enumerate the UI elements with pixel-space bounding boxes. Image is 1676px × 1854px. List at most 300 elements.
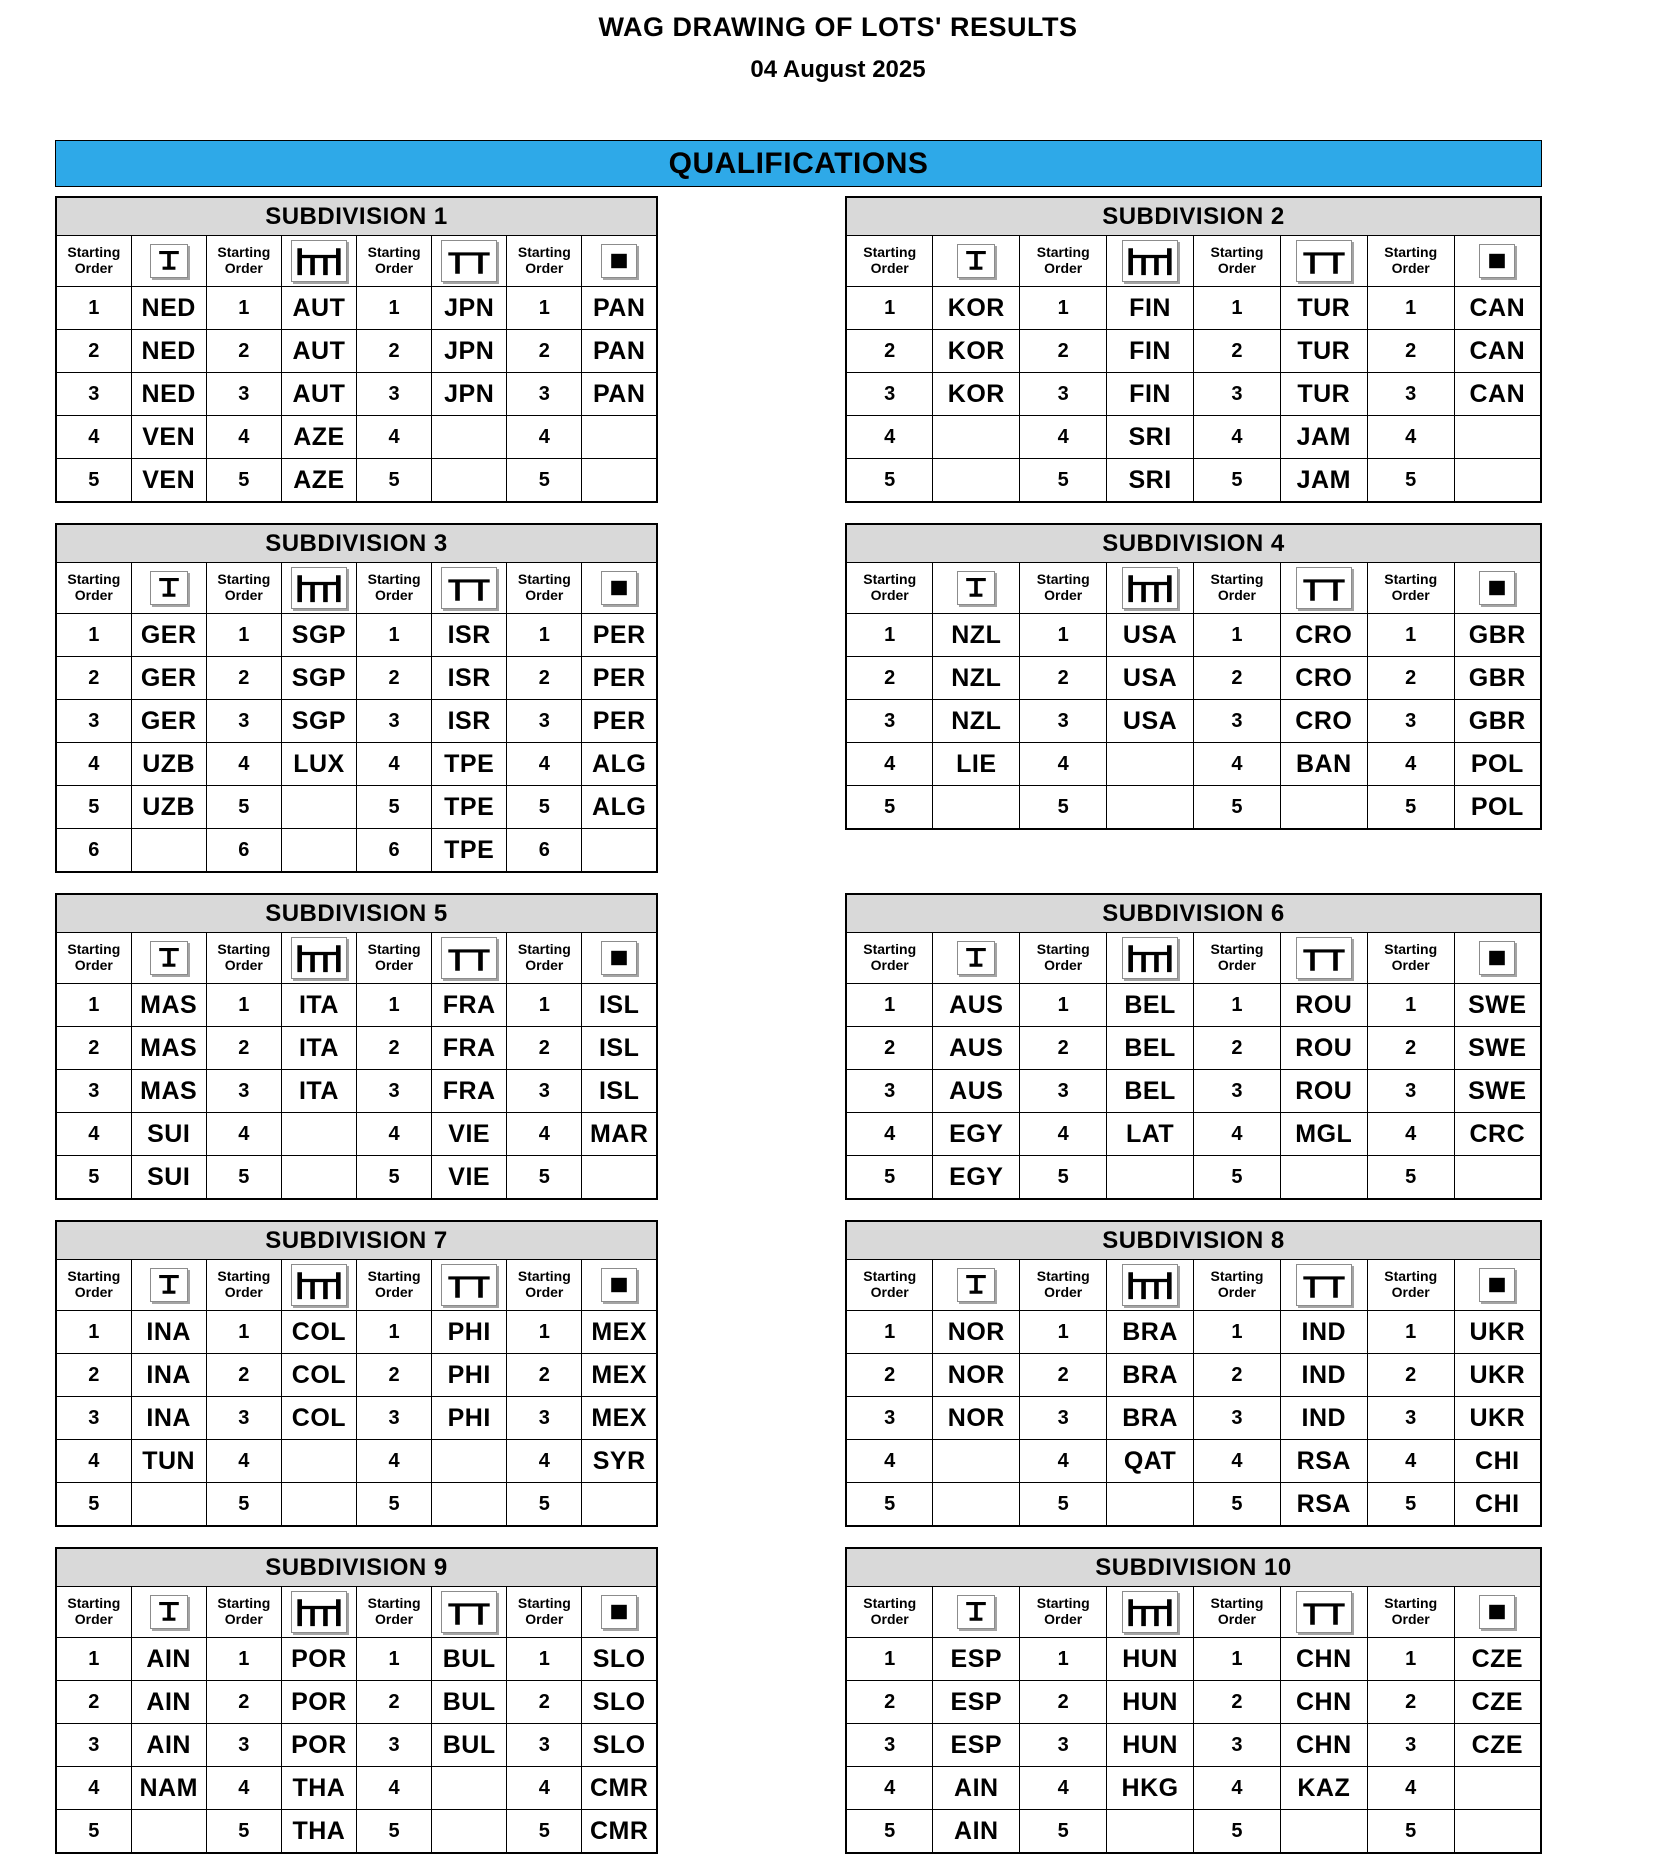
- noc-cell: AZE: [281, 416, 356, 459]
- order-cell: 3: [846, 1070, 933, 1113]
- noc-cell: FIN: [1107, 330, 1194, 373]
- order-cell: 4: [1020, 1113, 1107, 1156]
- order-cell: 1: [56, 984, 131, 1027]
- table-row: [56, 786, 657, 829]
- table-row: [56, 1681, 657, 1724]
- balance-beam-icon: [1296, 1264, 1352, 1306]
- noc-cell: MGL: [1280, 1113, 1367, 1156]
- order-cell: 4: [206, 1767, 281, 1810]
- uneven-bars-column-header: [281, 236, 356, 287]
- noc-cell: MAS: [131, 1027, 206, 1070]
- noc-cell: USA: [1107, 700, 1194, 743]
- order-cell: 4: [1367, 1767, 1454, 1810]
- noc-cell: CZE: [1454, 1681, 1541, 1724]
- noc-cell: ROU: [1280, 1070, 1367, 1113]
- noc-cell: GER: [131, 614, 206, 657]
- noc-cell: CHN: [1280, 1724, 1367, 1767]
- order-cell: 2: [206, 1681, 281, 1724]
- floor-icon: [1479, 941, 1515, 975]
- noc-cell: KOR: [933, 330, 1020, 373]
- order-cell: 4: [1020, 1767, 1107, 1810]
- noc-cell: [1454, 1767, 1541, 1810]
- noc-cell: [432, 416, 507, 459]
- order-cell: 2: [846, 1681, 933, 1724]
- noc-cell: AUT: [281, 330, 356, 373]
- noc-cell: NOR: [933, 1311, 1020, 1354]
- order-cell: 5: [507, 1156, 582, 1200]
- noc-cell: JAM: [1280, 416, 1367, 459]
- subdivision-title: SUBDIVISION 4: [846, 524, 1541, 563]
- table-row: [56, 373, 657, 416]
- order-cell: 5: [357, 1810, 432, 1854]
- table-row: [846, 1156, 1541, 1200]
- starting-order-header: Starting Order: [1020, 1587, 1107, 1638]
- order-cell: 5: [1194, 1156, 1281, 1200]
- starting-order-header: Starting Order: [206, 1260, 281, 1311]
- order-cell: 2: [507, 657, 582, 700]
- noc-cell: MEX: [582, 1397, 657, 1440]
- order-cell: 2: [1194, 657, 1281, 700]
- order-cell: 5: [206, 1483, 281, 1527]
- noc-cell: ISR: [432, 657, 507, 700]
- order-cell: 3: [1367, 700, 1454, 743]
- balance-beam-icon: [1296, 1591, 1352, 1633]
- noc-cell: POR: [281, 1724, 356, 1767]
- table-row: [56, 1767, 657, 1810]
- order-cell: 5: [1020, 1156, 1107, 1200]
- noc-cell: COL: [281, 1354, 356, 1397]
- order-cell: 3: [1194, 1724, 1281, 1767]
- order-cell: 3: [507, 1070, 582, 1113]
- order-cell: 3: [1367, 1724, 1454, 1767]
- order-cell: 5: [56, 1483, 131, 1527]
- order-cell: 4: [507, 416, 582, 459]
- noc-cell: [1107, 1810, 1194, 1854]
- noc-cell: [432, 1767, 507, 1810]
- table-row: [846, 984, 1541, 1027]
- document-title: WAG DRAWING OF LOTS' RESULTS: [598, 12, 1078, 42]
- order-cell: 3: [507, 700, 582, 743]
- order-cell: 2: [357, 1681, 432, 1724]
- order-cell: 5: [206, 1810, 281, 1854]
- floor-icon: [1479, 571, 1515, 605]
- order-cell: 1: [357, 1638, 432, 1681]
- order-cell: 4: [357, 1767, 432, 1810]
- vault-icon: [957, 571, 995, 605]
- table-row: [56, 1113, 657, 1156]
- floor-icon: [1479, 1595, 1515, 1629]
- noc-cell: CRO: [1280, 614, 1367, 657]
- floor-column-header: [1454, 236, 1541, 287]
- order-cell: 4: [846, 1113, 933, 1156]
- order-cell: 5: [507, 1810, 582, 1854]
- order-cell: 3: [1194, 1070, 1281, 1113]
- noc-cell: [1107, 743, 1194, 786]
- order-cell: 4: [1367, 743, 1454, 786]
- uneven-bars-column-header: [281, 1587, 356, 1638]
- subdivision-table: [55, 1220, 658, 1527]
- order-cell: 5: [56, 1810, 131, 1854]
- order-cell: 1: [1194, 1311, 1281, 1354]
- table-row: [56, 1311, 657, 1354]
- subdivision-table: [845, 1547, 1542, 1854]
- noc-cell: [1107, 786, 1194, 830]
- order-cell: 4: [357, 1440, 432, 1483]
- vault-icon: [957, 941, 995, 975]
- table-row: [846, 1311, 1541, 1354]
- noc-cell: PER: [582, 700, 657, 743]
- noc-cell: AUS: [933, 984, 1020, 1027]
- noc-cell: CRO: [1280, 700, 1367, 743]
- order-cell: 4: [357, 416, 432, 459]
- table-row: [56, 700, 657, 743]
- order-cell: 1: [206, 287, 281, 330]
- order-cell: 5: [357, 459, 432, 503]
- noc-cell: UZB: [131, 786, 206, 829]
- order-cell: 1: [206, 1311, 281, 1354]
- noc-cell: ALG: [582, 743, 657, 786]
- order-cell: 1: [56, 287, 131, 330]
- order-cell: 5: [1020, 786, 1107, 830]
- noc-cell: ESP: [933, 1638, 1020, 1681]
- noc-cell: UKR: [1454, 1397, 1541, 1440]
- order-cell: 5: [56, 459, 131, 503]
- order-cell: 1: [357, 1311, 432, 1354]
- order-cell: 5: [507, 459, 582, 503]
- order-cell: 4: [1020, 743, 1107, 786]
- floor-column-header: [582, 933, 657, 984]
- noc-cell: [432, 1810, 507, 1854]
- order-cell: 4: [206, 416, 281, 459]
- order-cell: 5: [507, 786, 582, 829]
- noc-cell: BAN: [1280, 743, 1367, 786]
- order-cell: 2: [846, 330, 933, 373]
- starting-order-header: Starting Order: [56, 563, 131, 614]
- noc-cell: PHI: [432, 1311, 507, 1354]
- order-cell: 5: [56, 1156, 131, 1200]
- starting-order-header: Starting Order: [846, 236, 933, 287]
- noc-cell: TUN: [131, 1440, 206, 1483]
- order-cell: 2: [507, 330, 582, 373]
- order-cell: 3: [507, 1724, 582, 1767]
- order-cell: 3: [846, 373, 933, 416]
- order-cell: 2: [1194, 1681, 1281, 1724]
- order-cell: 1: [206, 984, 281, 1027]
- order-cell: 1: [1020, 614, 1107, 657]
- vault-icon: [150, 571, 188, 605]
- noc-cell: MEX: [582, 1354, 657, 1397]
- noc-cell: ROU: [1280, 984, 1367, 1027]
- noc-cell: BUL: [432, 1724, 507, 1767]
- noc-cell: [933, 459, 1020, 503]
- order-cell: 3: [357, 373, 432, 416]
- order-cell: 2: [846, 657, 933, 700]
- noc-cell: COL: [281, 1311, 356, 1354]
- noc-cell: GBR: [1454, 614, 1541, 657]
- order-cell: 3: [206, 1397, 281, 1440]
- balance-beam-icon: [441, 567, 497, 609]
- uneven-bars-column-header: [281, 933, 356, 984]
- order-cell: 5: [357, 786, 432, 829]
- balance-beam-column-header: [1280, 1260, 1367, 1311]
- noc-cell: LIE: [933, 743, 1020, 786]
- order-cell: 2: [1020, 657, 1107, 700]
- noc-cell: ESP: [933, 1681, 1020, 1724]
- order-cell: 5: [1194, 786, 1281, 830]
- order-cell: 3: [56, 1397, 131, 1440]
- order-cell: 1: [357, 984, 432, 1027]
- order-cell: 4: [357, 1113, 432, 1156]
- vault-icon: [150, 941, 188, 975]
- order-cell: 4: [1020, 1440, 1107, 1483]
- noc-cell: VIE: [432, 1113, 507, 1156]
- order-cell: 4: [1367, 416, 1454, 459]
- subdivision-title: SUBDIVISION 7: [56, 1221, 657, 1260]
- balance-beam-icon: [441, 240, 497, 282]
- order-cell: 2: [357, 657, 432, 700]
- order-cell: 2: [1367, 1027, 1454, 1070]
- noc-cell: [432, 459, 507, 503]
- vault-column-header: [933, 933, 1020, 984]
- noc-cell: AUS: [933, 1027, 1020, 1070]
- vault-icon: [957, 244, 995, 278]
- noc-cell: THA: [281, 1767, 356, 1810]
- order-cell: 1: [56, 1311, 131, 1354]
- order-cell: 1: [1020, 287, 1107, 330]
- noc-cell: CHN: [1280, 1681, 1367, 1724]
- order-cell: 3: [846, 1397, 933, 1440]
- order-cell: 1: [1020, 984, 1107, 1027]
- noc-cell: QAT: [1107, 1440, 1194, 1483]
- order-cell: 2: [507, 1681, 582, 1724]
- starting-order-header: Starting Order: [1367, 933, 1454, 984]
- noc-cell: AIN: [933, 1767, 1020, 1810]
- starting-order-header: Starting Order: [357, 1587, 432, 1638]
- order-cell: 3: [56, 1724, 131, 1767]
- table-row: [846, 1638, 1541, 1681]
- starting-order-header: Starting Order: [507, 1587, 582, 1638]
- order-cell: 2: [1194, 330, 1281, 373]
- noc-cell: RSA: [1280, 1483, 1367, 1527]
- order-cell: 6: [206, 829, 281, 873]
- order-cell: 2: [1020, 1027, 1107, 1070]
- noc-cell: [1454, 1156, 1541, 1200]
- starting-order-header: Starting Order: [1194, 1260, 1281, 1311]
- noc-cell: NZL: [933, 700, 1020, 743]
- noc-cell: SRI: [1107, 416, 1194, 459]
- noc-cell: AUT: [281, 373, 356, 416]
- noc-cell: CHI: [1454, 1440, 1541, 1483]
- noc-cell: [582, 459, 657, 503]
- balance-beam-icon: [441, 937, 497, 979]
- noc-cell: AIN: [131, 1681, 206, 1724]
- order-cell: 5: [846, 459, 933, 503]
- table-row: [846, 1767, 1541, 1810]
- noc-cell: [432, 1440, 507, 1483]
- order-cell: 4: [846, 1767, 933, 1810]
- order-cell: 4: [206, 1440, 281, 1483]
- noc-cell: [582, 1156, 657, 1200]
- noc-cell: SLO: [582, 1681, 657, 1724]
- order-cell: 3: [357, 700, 432, 743]
- uneven-bars-column-header: [1107, 1587, 1194, 1638]
- table-row: [846, 1440, 1541, 1483]
- noc-cell: NED: [131, 287, 206, 330]
- order-cell: 3: [1367, 1070, 1454, 1113]
- order-cell: 3: [56, 1070, 131, 1113]
- noc-cell: UKR: [1454, 1311, 1541, 1354]
- floor-column-header: [582, 236, 657, 287]
- starting-order-header: Starting Order: [357, 1260, 432, 1311]
- balance-beam-column-header: [1280, 563, 1367, 614]
- order-cell: 3: [1020, 700, 1107, 743]
- table-row: [846, 1810, 1541, 1854]
- order-cell: 3: [846, 700, 933, 743]
- noc-cell: EGY: [933, 1113, 1020, 1156]
- order-cell: 4: [56, 1767, 131, 1810]
- noc-cell: INA: [131, 1397, 206, 1440]
- subdivision-title: SUBDIVISION 6: [846, 894, 1541, 933]
- starting-order-header: Starting Order: [206, 1587, 281, 1638]
- table-row: [846, 1354, 1541, 1397]
- noc-cell: PAN: [582, 287, 657, 330]
- order-cell: 5: [1367, 1483, 1454, 1527]
- vault-icon: [150, 1268, 188, 1302]
- uneven-bars-column-header: [1107, 1260, 1194, 1311]
- noc-cell: FRA: [432, 1070, 507, 1113]
- order-cell: 4: [1194, 1113, 1281, 1156]
- order-cell: 4: [846, 416, 933, 459]
- noc-cell: BUL: [432, 1681, 507, 1724]
- noc-cell: ALG: [582, 786, 657, 829]
- noc-cell: THA: [281, 1810, 356, 1854]
- noc-cell: [1280, 1156, 1367, 1200]
- noc-cell: COL: [281, 1397, 356, 1440]
- noc-cell: [281, 1440, 356, 1483]
- noc-cell: BRA: [1107, 1311, 1194, 1354]
- order-cell: 4: [56, 1113, 131, 1156]
- order-cell: 2: [357, 330, 432, 373]
- noc-cell: LAT: [1107, 1113, 1194, 1156]
- order-cell: 1: [507, 1638, 582, 1681]
- noc-cell: [1107, 1483, 1194, 1527]
- order-cell: 2: [357, 1027, 432, 1070]
- uneven-bars-column-header: [1107, 933, 1194, 984]
- starting-order-header: Starting Order: [846, 1260, 933, 1311]
- noc-cell: GER: [131, 657, 206, 700]
- noc-cell: ITA: [281, 1027, 356, 1070]
- noc-cell: NZL: [933, 657, 1020, 700]
- subdivision-title: SUBDIVISION 2: [846, 197, 1541, 236]
- order-cell: 4: [357, 743, 432, 786]
- noc-cell: CAN: [1454, 373, 1541, 416]
- noc-cell: HUN: [1107, 1724, 1194, 1767]
- order-cell: 5: [846, 786, 933, 830]
- subdivision-table: [845, 196, 1542, 503]
- table-row: [56, 330, 657, 373]
- table-row: [846, 1724, 1541, 1767]
- noc-cell: PAN: [582, 373, 657, 416]
- table-row: [56, 743, 657, 786]
- order-cell: 1: [846, 1311, 933, 1354]
- noc-cell: SGP: [281, 700, 356, 743]
- order-cell: 3: [846, 1724, 933, 1767]
- order-cell: 5: [846, 1483, 933, 1527]
- noc-cell: POL: [1454, 786, 1541, 830]
- noc-cell: AIN: [131, 1638, 206, 1681]
- noc-cell: AUT: [281, 287, 356, 330]
- order-cell: 3: [1020, 1070, 1107, 1113]
- order-cell: 2: [56, 657, 131, 700]
- order-cell: 5: [1367, 786, 1454, 830]
- order-cell: 1: [1020, 1638, 1107, 1681]
- starting-order-header: Starting Order: [507, 236, 582, 287]
- starting-order-header: Starting Order: [357, 236, 432, 287]
- order-cell: 4: [507, 743, 582, 786]
- order-cell: 2: [846, 1354, 933, 1397]
- starting-order-header: Starting Order: [206, 933, 281, 984]
- noc-cell: [281, 829, 356, 873]
- noc-cell: POR: [281, 1681, 356, 1724]
- table-row: [56, 1156, 657, 1200]
- noc-cell: [131, 1810, 206, 1854]
- order-cell: 1: [1367, 1311, 1454, 1354]
- order-cell: 6: [357, 829, 432, 873]
- subdivision-table: [55, 196, 658, 503]
- noc-cell: CMR: [582, 1810, 657, 1854]
- noc-cell: UZB: [131, 743, 206, 786]
- order-cell: 5: [1020, 1810, 1107, 1854]
- order-cell: 6: [507, 829, 582, 873]
- floor-column-header: [582, 1587, 657, 1638]
- order-cell: 5: [507, 1483, 582, 1527]
- noc-cell: USA: [1107, 657, 1194, 700]
- table-row: [846, 743, 1541, 786]
- noc-cell: TUR: [1280, 330, 1367, 373]
- order-cell: 2: [1020, 1681, 1107, 1724]
- uneven-bars-icon: [291, 1591, 347, 1633]
- order-cell: 3: [1194, 700, 1281, 743]
- order-cell: 5: [1367, 1810, 1454, 1854]
- order-cell: 1: [206, 1638, 281, 1681]
- order-cell: 5: [206, 1156, 281, 1200]
- starting-order-header: Starting Order: [1020, 563, 1107, 614]
- order-cell: 1: [846, 614, 933, 657]
- noc-cell: CMR: [582, 1767, 657, 1810]
- order-cell: 5: [1020, 459, 1107, 503]
- noc-cell: CHI: [1454, 1483, 1541, 1527]
- floor-icon: [601, 571, 637, 605]
- order-cell: 5: [357, 1483, 432, 1527]
- noc-cell: [1454, 459, 1541, 503]
- noc-cell: GBR: [1454, 657, 1541, 700]
- table-row: [846, 1483, 1541, 1527]
- noc-cell: PHI: [432, 1354, 507, 1397]
- table-row: [56, 1070, 657, 1113]
- noc-cell: [1280, 786, 1367, 830]
- uneven-bars-icon: [291, 1264, 347, 1306]
- vault-column-header: [131, 933, 206, 984]
- order-cell: 1: [846, 1638, 933, 1681]
- noc-cell: [281, 1483, 356, 1527]
- vault-column-header: [131, 1587, 206, 1638]
- noc-cell: [582, 1483, 657, 1527]
- balance-beam-column-header: [1280, 933, 1367, 984]
- noc-cell: FRA: [432, 1027, 507, 1070]
- noc-cell: EGY: [933, 1156, 1020, 1200]
- uneven-bars-icon: [1122, 1264, 1178, 1306]
- order-cell: 2: [56, 330, 131, 373]
